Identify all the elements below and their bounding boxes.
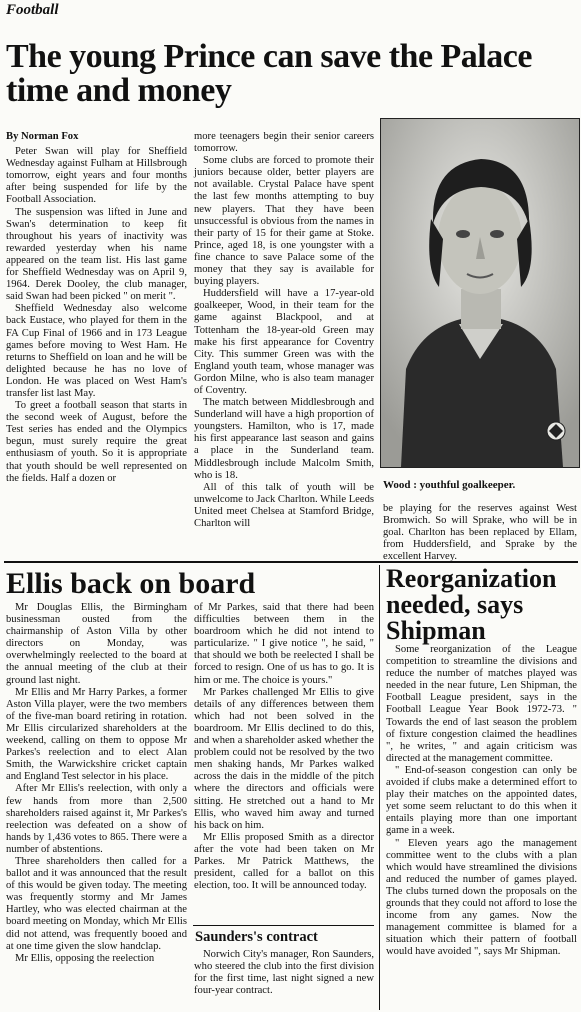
reorganization-headline: Reorganization needed, says Shipman	[386, 564, 557, 645]
portrait-illustration	[381, 119, 579, 467]
main-story-column-1	[6, 131, 187, 485]
paragraph: The match between Middlesbrough and Sunderland will have a high proportion of youngsters. Hamilton, who is 17, made his first appearance last season and gains a place in the Sunderland team. Middlesbrough include Malcolm Smith, who is 18.	[194, 397, 374, 481]
section-divider	[4, 561, 578, 563]
paragraph: be playing for the reserves against West Bromwich. So will Sprake, who will be in goal. Charlton has been replaced by Ellam, from Huddersfield, and Sprake by the excellent Harvey.	[383, 503, 577, 563]
paragraph: All of this talk of youth will be unwelcome to Jack Charlton. While Leeds United meet Chelsea at Stamford Bridge, Charlton will	[194, 481, 374, 529]
paragraph: Norwich City's manager, Ron Saunders, who steered the club into the first division for the first time, last night signed a new four-year contract.	[194, 949, 374, 997]
paragraph: Some reorganization of the League competition to streamline the divisions and reduce the number of matches played was needed in the near future, Len Shipman, the Football League president, says in the Football League Year Book 1972-73. " Towards the end of last season the problem of fixture congestion claimed the headlines ", he writes, " and again criticism was directed at the management committee.	[386, 644, 577, 764]
paragraph: After Mr Ellis's reelection, with only a few hands from more than 2,500 shareholders raised against it, Mr Parkes's reelection was defeated on a show of hands by 1,436 votes to 865. There were a number of abstentions.	[6, 783, 187, 855]
paragraph: Mr Ellis proposed Smith as a director after the vote had been taken on Mr Parkes. Mr Patrick Matthews, the president, called for a ballot on this election, too. It will be announced today.	[194, 831, 374, 892]
saunders-body	[194, 949, 374, 997]
paragraph: To greet a football season that starts in the second week of August, before the Test series has ended and the Olympics begun, must surely require the great enthusiasm of youth. So it is appropriate that youth should be well represented on the fields. Half a dozen or	[6, 400, 187, 484]
byline: By Norman Fox	[6, 131, 79, 142]
paragraph: of Mr Parkes, said that there had been difficulties between them in the boardroom which he did not intend to particularize. " I give notice ", he said, " that should we both be reelected I shall be forced to resign. One of us has to go. It is him or me. The choice is yours."	[194, 602, 374, 686]
paragraph: Mr Ellis, opposing the reelection	[15, 952, 155, 964]
paragraph: " End-of-season congestion can only be avoided if clubs make a determined effort to play their matches on the appointed dates, yet some seem reluctant to do this when it entails playing more than one important game in a week.	[386, 764, 577, 837]
paragraph: Three shareholders then called for a ballot and it was announced that the result of this would be given today. The meeting was frequently stormy and Mr James Hartley, who was elected chairman at the board meeting on Monday, which Mr Ellis did not attend, was frequently booed and at one time given the slow handclap.	[6, 855, 187, 952]
paragraph: Mr Parkes challenged Mr Ellis to give details of any differences between them which had not been solved in the boardroom. Mr Ellis declined to do this, and when a shareholder asked whether the problem could not be resolved by the two men shaking hands, Mr Parkes walked across the dais in the middle of the pitch where the directors and officials were sitting. He stretched out a hand to Mr Ellis, who waved him away and turned his back on him.	[194, 686, 374, 831]
column-divider	[379, 565, 380, 1010]
paragraph: Peter Swan will play for Sheffield Wednesday against Fulham at Hillsbrough tomorrow, eight years and four months after being suspended for life by the Football Association.	[6, 146, 187, 206]
goalkeeper-photo	[380, 118, 580, 468]
paragraph: " Eleven years ago the management committee went to the clubs with a plan which would have streamlined the divisions and reduced the number of games played. The clubs turned down the proposals on the grounds that they could not afford to lose the income from any games. Now the management committee is blamed for a situation which their pattern of football would have avoided ", says Mr Shipman.	[386, 837, 577, 958]
ellis-column-1	[6, 602, 187, 965]
main-story-column-2	[194, 131, 374, 530]
ellis-headline: Ellis back on board	[6, 567, 256, 600]
ellis-column-2	[194, 602, 374, 892]
section-label: Football	[6, 2, 59, 18]
paragraph: The suspension was lifted in June and Swan's determination to keep fit throughout his years of inactivity was rewarded yesterday when his name appeared on the team list. His last game for Sheffield Wednesday was on April 9, 1964. Derek Dooley, the club manager, said Swan had been picked " on merit ".	[6, 206, 187, 303]
main-headline: The young Prince can save the Palace time and money	[6, 38, 532, 109]
reorganization-body	[386, 644, 577, 958]
paragraph: more teenagers begin their senior careers tomorrow.	[194, 131, 374, 155]
paragraph: Sheffield Wednesday also welcome back Eustace, who played for them in the FA Cup Final of 1966 and in 173 League games before moving to West Ham. He returns to Sheffield on loan and he will be delighted because he has no love of London. He was placed on West Ham's transfer list last May.	[6, 303, 187, 399]
story-divider	[193, 925, 374, 926]
main-story-column-3	[383, 503, 577, 563]
paragraph: Some clubs are forced to promote their juniors because older, better players are not available. Crystal Palace have spent the last few months attempting to buy new players. That they have been unsuccessful is obvious from the names in their party of 15 for their game at Stoke. Prince, aged 18, is one youngster with a fine chance to save Palace some of the money that they say is available for buying players.	[194, 155, 374, 288]
paragraph: Mr Ellis and Mr Harry Parkes, a former Aston Villa player, were the two members of the five-man board retiring in rotation. Mr Ellis circularized shareholders at the weekend, calling on them to oppose Mr Parkes's reelection and to elect Alan Smith, the Warwickshire cricket captain and England Test selector in his place.	[6, 686, 187, 783]
saunders-headline: Saunders's contract	[195, 929, 318, 945]
paragraph: Huddersfield will have a 17-year-old goalkeeper, Wood, in their team for the game against Blackpool, and at Tottenham the 18-year-old Green may make his first appearance for Coventry City. This summer Green was with the England youth team, whose manager was Gordon Milne, who is also team manager of Coventry.	[194, 288, 374, 396]
photo-caption: Wood : youthful goalkeeper.	[383, 479, 516, 491]
paragraph: Mr Douglas Ellis, the Birmingham businessman ousted from the chairmanship of Aston Villa by other directors on Monday, was overwhelmingly reelected to the board at the annual meeting of the club at their ground last night.	[6, 602, 187, 686]
